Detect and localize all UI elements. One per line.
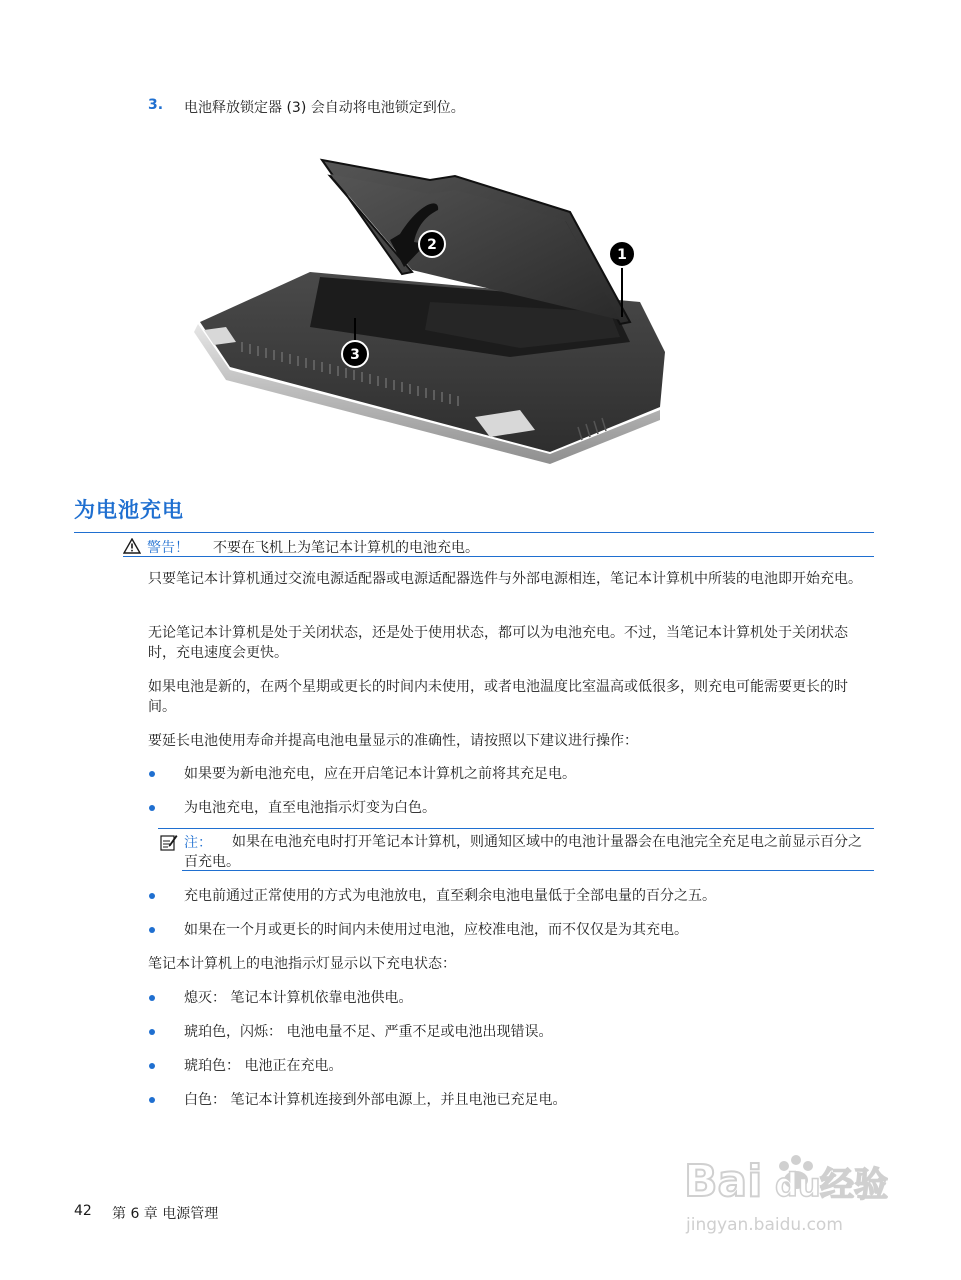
paragraph: 只要笔记本计算机通过交流电源适配器或电源适配器选件与外部电源相连，笔记本计算机中所装的电池即开始充电。 bbox=[148, 571, 862, 587]
list-item: 白色： 笔记本计算机连接到外部电源上，并且电池已充足电。 bbox=[184, 1092, 567, 1108]
svg-text:Bai: Bai bbox=[684, 1156, 763, 1207]
list-item: 为电池充电，直至电池指示灯变为白色。 bbox=[184, 800, 436, 816]
bullet-icon bbox=[149, 1029, 155, 1035]
bullet-icon bbox=[149, 805, 155, 811]
paragraph: 要延长电池使用寿命并提高电池电量显示的准确性，请按照以下建议进行操作： bbox=[148, 733, 638, 749]
svg-text:2: 2 bbox=[427, 237, 437, 253]
warning-text: 不要在飞机上为笔记本计算机的电池充电。 bbox=[213, 540, 479, 556]
step-text: 电池释放锁定器 (3) 会自动将电池锁定到位。 bbox=[184, 100, 465, 116]
warning-label: 警告！ bbox=[147, 540, 189, 556]
bullet-icon bbox=[149, 893, 155, 899]
bullet-icon bbox=[149, 1063, 155, 1069]
note-rule-top bbox=[158, 828, 874, 829]
section-title: 为电池充电 bbox=[74, 498, 184, 522]
callout-3 bbox=[342, 341, 368, 367]
note-label: 注： bbox=[184, 835, 212, 851]
page-number: 42 bbox=[74, 1203, 92, 1219]
note-rule-bottom bbox=[182, 870, 874, 871]
list-item: 如果要为新电池充电，应在开启笔记本计算机之前将其充足电。 bbox=[184, 766, 576, 782]
status-intro: 笔记本计算机上的电池指示灯显示以下充电状态： bbox=[148, 956, 456, 972]
bullet-icon bbox=[149, 771, 155, 777]
list-item: 熄灭： 笔记本计算机依靠电池供电。 bbox=[184, 990, 413, 1006]
warning-triangle-icon bbox=[123, 538, 141, 554]
svg-text:jingyan.baidu.com: jingyan.baidu.com bbox=[686, 1215, 843, 1235]
chapter-title: 第 6 章 电源管理 bbox=[112, 1206, 219, 1222]
list-item: 充电前通过正常使用的方式为电池放电，直至剩余电池电量低于全部电量的百分之五。 bbox=[184, 888, 716, 904]
laptop-battery-figure bbox=[190, 152, 670, 472]
bullet-icon bbox=[149, 1097, 155, 1103]
note-pencil-icon bbox=[160, 833, 178, 851]
paragraph: 无论笔记本计算机是处于关闭状态，还是处于使用状态，都可以为电池充电。不过，当笔记本计算机处于关闭状态时，充电速度会更快。 bbox=[148, 625, 848, 661]
callout-1 bbox=[609, 241, 635, 267]
note-text: 如果在电池充电时打开笔记本计算机，则通知区域中的电池计量器会在电池完全充足电之前显示百分之百充电。 bbox=[184, 834, 862, 870]
section-rule bbox=[74, 532, 874, 533]
warning-rule bbox=[123, 556, 874, 557]
list-item: 琥珀色： 电池正在充电。 bbox=[184, 1058, 343, 1074]
callout-2 bbox=[419, 231, 445, 257]
svg-text:1: 1 bbox=[617, 247, 627, 263]
warning-box bbox=[123, 537, 874, 557]
svg-text:3: 3 bbox=[350, 347, 360, 363]
step-number: 3. bbox=[148, 97, 164, 113]
bullet-icon bbox=[149, 995, 155, 1001]
paragraph: 如果电池是新的，在两个星期或更长的时间内未使用，或者电池温度比室温高或低很多，则充电可能需要更长的时间。 bbox=[148, 679, 848, 715]
list-item: 如果在一个月或更长的时间内未使用过电池，应校准电池，而不仅仅是为其充电。 bbox=[184, 922, 688, 938]
svg-text:经验: 经验 bbox=[820, 1165, 888, 1205]
baidu-watermark-logo bbox=[680, 1130, 920, 1250]
list-item: 琥珀色，闪烁： 电池电量不足、严重不足或电池出现错误。 bbox=[184, 1024, 553, 1040]
svg-text:du: du bbox=[775, 1166, 821, 1204]
bullet-icon bbox=[149, 927, 155, 933]
